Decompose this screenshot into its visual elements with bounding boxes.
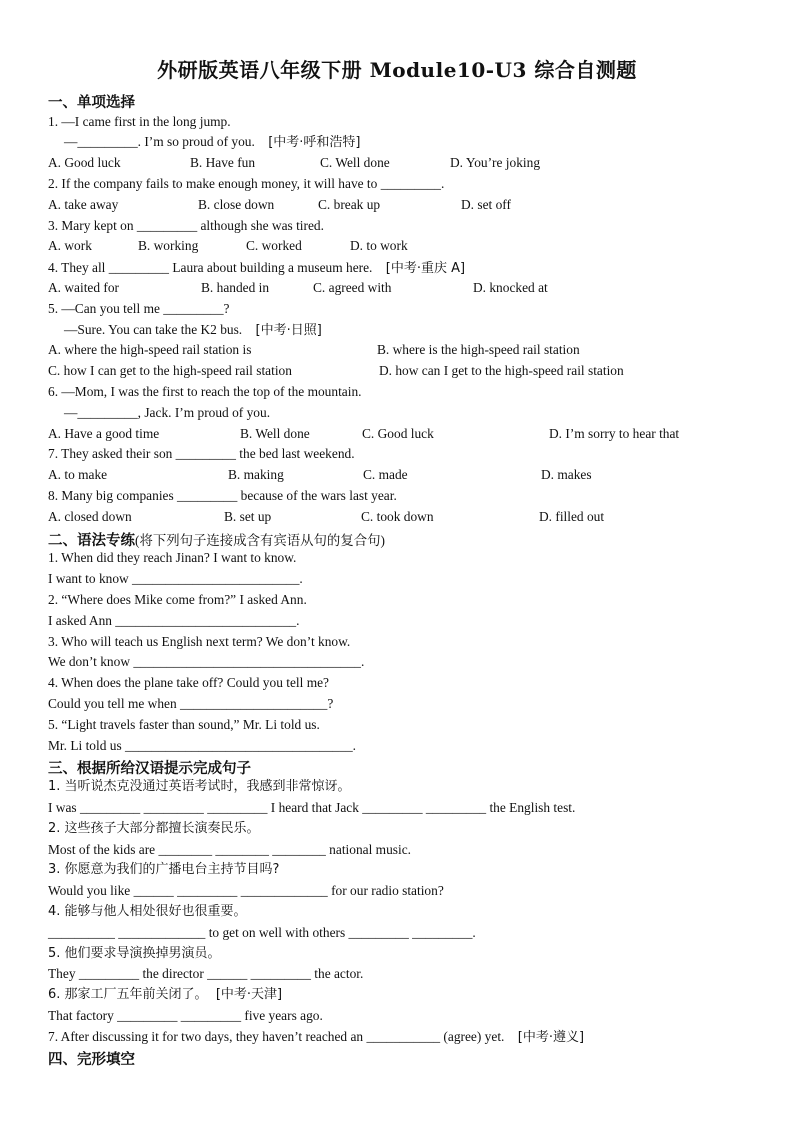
q1-option-a[interactable]: A. Good luck	[48, 155, 121, 170]
q8-stem: 8. Many big companies _________ because of the wars last year.	[48, 488, 397, 503]
translate-en-7[interactable]	[48, 1028, 584, 1047]
translate-7-source-tag: [中考·遵义]	[517, 1030, 585, 1045]
q4-option-c[interactable]: C. agreed with	[313, 280, 392, 295]
q2-option-b[interactable]: B. close down	[198, 197, 275, 212]
section-heading-translation: 三、根据所给汉语提示完成句子	[48, 761, 251, 777]
translate-6-source-tag: [中考·天津]	[215, 987, 283, 1002]
q7-option-d[interactable]: D. makes	[541, 467, 592, 482]
q2-option-a[interactable]: A. take away	[48, 197, 119, 212]
q5-stem: 5. —Can you tell me _________?	[48, 301, 230, 316]
q2-stem: 2. If the company fails to make enough money, it will have to _________.	[48, 176, 445, 191]
q1-option-b[interactable]: B. Have fun	[190, 155, 256, 170]
q1-source-tag: [中考·呼和浩特]	[268, 135, 361, 150]
q3-stem: 3. Mary kept on _________ although she was tired.	[48, 218, 324, 233]
section-heading-multiple-choice: 一、单项选择	[48, 95, 135, 111]
section-heading-cloze: 四、完形填空	[48, 1052, 135, 1068]
grammar-heading-text: 二、语法专练	[48, 533, 135, 549]
translate-en-3[interactable]: Would you like ______ _________ _____________ for our radio station?	[48, 883, 444, 898]
q3-option-c[interactable]: C. worked	[246, 238, 302, 253]
q5-option-d[interactable]: D. how can I get to the high-speed rail station	[379, 363, 624, 378]
q8-option-b[interactable]: B. set up	[224, 509, 272, 524]
q4-option-d[interactable]: D. knocked at	[473, 280, 548, 295]
grammar-a2[interactable]: I asked Ann ___________________________.	[48, 613, 300, 628]
q6-option-b[interactable]: B. Well done	[240, 426, 310, 441]
translate-cn-2: 2. 这些孩子大部分都擅长演奏民乐。	[48, 821, 260, 836]
q5-reply	[64, 321, 322, 340]
grammar-instruction: (将下列句子连接成含有宾语从句的复合句)	[135, 533, 385, 548]
grammar-q2: 2. “Where does Mike come from?” I asked Ann.	[48, 592, 307, 607]
translate-cn-1: 1. 当听说杰克没通过英语考试时，我感到非常惊讶。	[48, 779, 351, 794]
translate-en-1[interactable]: I was _________ _________ _________ I heard that Jack _________ _________ the English test.	[48, 800, 576, 815]
grammar-q4: 4. When does the plane take off? Could you tell me?	[48, 675, 330, 690]
translate-en-6[interactable]: That factory _________ _________ five years ago.	[48, 1008, 323, 1023]
grammar-a5[interactable]: Mr. Li told us __________________________________.	[48, 738, 356, 753]
q1-reply	[64, 133, 360, 152]
translate-cn-3: 3. 你愿意为我们的广播电台主持节目吗?	[48, 862, 280, 877]
q1-option-d[interactable]: D. You’re joking	[450, 155, 541, 170]
translate-en-7-text: 7. After discussing it for two days, they haven’t reached an ___________ (agree) yet.	[48, 1029, 505, 1044]
q4-option-b[interactable]: B. handed in	[201, 280, 270, 295]
q5-reply-text: —Sure. You can take the K2 bus.	[64, 322, 243, 337]
section-heading-grammar	[48, 529, 385, 550]
q1-option-c[interactable]: C. Well done	[320, 155, 390, 170]
q6-option-a[interactable]: A. Have a good time	[48, 426, 160, 441]
translate-en-4[interactable]: __________ _____________ to get on well with others _________ _________.	[48, 925, 476, 940]
page-title: 外研版英语八年级下册 Module10-U3 综合自测题	[157, 58, 637, 82]
translate-cn-5: 5. 他们要求导演换掉男演员。	[48, 946, 221, 961]
q6-reply: —_________, Jack. I’m proud of you.	[64, 405, 271, 420]
q5-source-tag: [中考·日照]	[255, 323, 322, 338]
q2-option-c[interactable]: C. break up	[318, 197, 381, 212]
q8-option-a[interactable]: A. closed down	[48, 509, 132, 524]
grammar-a3[interactable]: We don’t know __________________________________.	[48, 654, 365, 669]
q7-option-b[interactable]: B. making	[228, 467, 284, 482]
grammar-a1[interactable]: I want to know _________________________.	[48, 571, 303, 586]
q1-reply-text: —_________. I’m so proud of you.	[64, 134, 255, 149]
q3-option-b[interactable]: B. working	[138, 238, 199, 253]
q6-option-d[interactable]: D. I’m sorry to hear that	[549, 426, 680, 441]
q4-option-a[interactable]: A. waited for	[48, 280, 120, 295]
q7-option-a[interactable]: A. to make	[48, 467, 108, 482]
grammar-q5: 5. “Light travels faster than sound,” Mr. Li told us.	[48, 717, 320, 732]
translate-cn-6	[48, 986, 282, 1004]
q8-option-c[interactable]: C. took down	[361, 509, 434, 524]
q1-stem: 1. —I came first in the long jump.	[48, 114, 231, 129]
q7-option-c[interactable]: C. made	[363, 467, 408, 482]
q3-option-d[interactable]: D. to work	[350, 238, 408, 253]
q3-option-a[interactable]: A. work	[48, 238, 92, 253]
q4-source-tag: [中考·重庆 A]	[385, 261, 466, 276]
q7-stem: 7. They asked their son _________ the bed last weekend.	[48, 446, 355, 461]
q4-stem-text: 4. They all _________ Laura about building a museum here.	[48, 260, 373, 275]
translate-cn-6-text: 6. 那家工厂五年前关闭了。	[48, 987, 208, 1002]
q5-option-a[interactable]: A. where the high-speed rail station is	[48, 342, 252, 357]
translate-cn-4: 4. 能够与他人相处很好也很重要。	[48, 904, 247, 919]
q6-option-c[interactable]: C. Good luck	[362, 426, 434, 441]
q5-option-c[interactable]: C. how I can get to the high-speed rail station	[48, 363, 292, 378]
q2-option-d[interactable]: D. set off	[461, 197, 511, 212]
q4-stem	[48, 259, 465, 278]
grammar-a4[interactable]: Could you tell me when ______________________?	[48, 696, 334, 711]
q5-option-b[interactable]: B. where is the high-speed rail station	[377, 342, 580, 357]
grammar-q1: 1. When did they reach Jinan? I want to know.	[48, 550, 297, 565]
q8-option-d[interactable]: D. filled out	[539, 509, 605, 524]
translate-en-2[interactable]: Most of the kids are ________ ________ ________ national music.	[48, 842, 411, 857]
translate-en-5[interactable]: They _________ the director ______ _________ the actor.	[48, 966, 364, 981]
grammar-q3: 3. Who will teach us English next term? We don’t know.	[48, 634, 351, 649]
q6-stem: 6. —Mom, I was the first to reach the top of the mountain.	[48, 384, 362, 399]
